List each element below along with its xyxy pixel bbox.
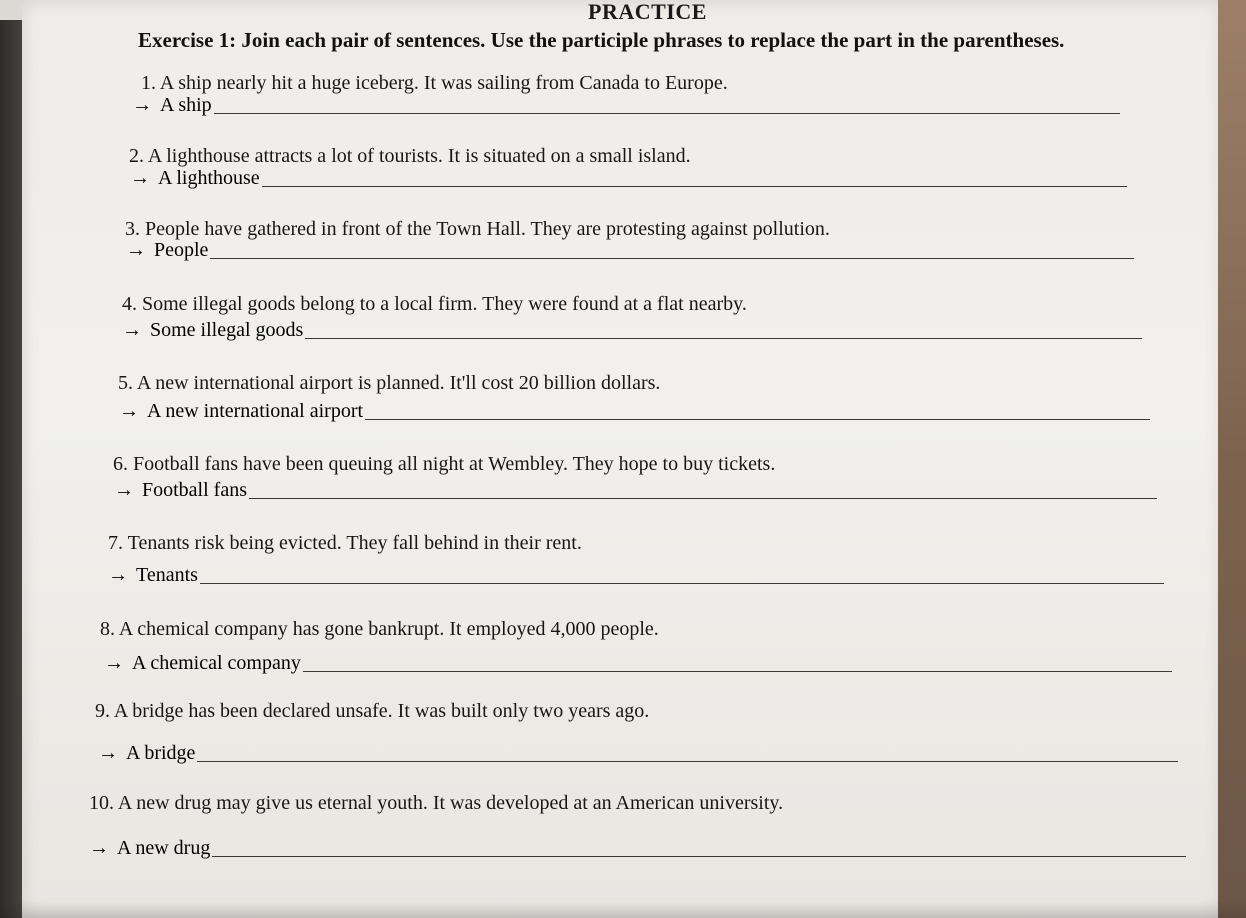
answer-row-9 — [98, 740, 1178, 766]
exercise-item-7 — [108, 530, 582, 556]
desk-background — [1218, 0, 1246, 918]
answer-row-5 — [119, 398, 1150, 424]
arrow-icon: → — [132, 94, 152, 116]
answer-prompt-9: A bridge — [126, 742, 196, 764]
exercise-item-9 — [95, 698, 649, 724]
answer-row-2 — [130, 165, 1127, 191]
exercise-item-4 — [122, 291, 747, 317]
bottom-shadow — [0, 900, 1246, 918]
answer-prompt-5: A new international airport — [147, 400, 364, 422]
exercise-text: Join each pair of sentences. Use the participle phrases to replace the part in the parentheses. — [241, 28, 1065, 52]
answer-row-4 — [122, 317, 1142, 343]
answer-blank-2 — [262, 186, 1127, 187]
answer-prompt-10: A new drug — [117, 837, 211, 859]
answer-row-1 — [132, 92, 1120, 118]
answer-blank-5 — [365, 419, 1150, 420]
arrow-icon: → — [108, 564, 128, 586]
practice-heading: PRACTICE — [588, 0, 707, 24]
answer-row-7 — [108, 562, 1164, 588]
exercise-item-6 — [113, 451, 775, 477]
answer-prompt-3: People — [154, 239, 209, 261]
answer-blank-8 — [303, 671, 1172, 672]
question-5: 5. A new international airport is planned. It'll cost 20 billion dollars. — [118, 372, 661, 394]
answer-row-8 — [104, 650, 1172, 676]
arrow-icon: → — [122, 319, 142, 341]
question-4: 4. Some illegal goods belong to a local firm. They were found at a flat nearby. — [122, 293, 747, 315]
question-2: 2. A lighthouse attracts a lot of tourists. It is situated on a small island. — [129, 145, 691, 167]
answer-blank-3 — [210, 258, 1134, 259]
answer-blank-6 — [249, 498, 1157, 499]
question-9: 9. A bridge has been declared unsafe. It was built only two years ago. — [95, 700, 650, 722]
answer-row-6 — [114, 477, 1157, 503]
arrow-icon: → — [119, 400, 139, 422]
question-1: 1. A ship nearly hit a huge iceberg. It was sailing from Canada to Europe. — [141, 72, 728, 94]
question-8: 8. A chemical company has gone bankrupt. It employed 4,000 people. — [100, 618, 659, 640]
arrow-icon: → — [98, 742, 118, 764]
exercise-label: Exercise 1: — [138, 28, 237, 52]
question-7: 7. Tenants risk being evicted. They fall behind in their rent. — [108, 532, 582, 554]
answer-prompt-1: A ship — [160, 94, 212, 116]
arrow-icon: → — [89, 837, 109, 859]
answer-blank-10 — [212, 856, 1186, 857]
answer-prompt-4: Some illegal goods — [150, 319, 304, 341]
exercise-item-8 — [100, 616, 659, 642]
arrow-icon: → — [104, 652, 124, 674]
arrow-icon: → — [130, 167, 150, 189]
answer-prompt-8: A chemical company — [132, 652, 301, 674]
question-10: 10. A new drug may give us eternal youth. It was developed at an American university. — [89, 792, 784, 814]
exercise-item-10 — [89, 790, 783, 816]
answer-blank-9 — [197, 761, 1178, 762]
question-6: 6. Football fans have been queuing all night at Wembley. They hope to buy tickets. — [113, 453, 776, 475]
answer-blank-7 — [200, 583, 1164, 584]
answer-prompt-2: A lighthouse — [158, 167, 260, 189]
answer-blank-1 — [214, 113, 1120, 114]
question-3: 3. People have gathered in front of the Town Hall. They are protesting against pollution. — [125, 218, 830, 240]
answer-blank-4 — [305, 338, 1142, 339]
exercise-instruction — [138, 26, 1158, 54]
answer-prompt-7: Tenants — [136, 564, 198, 586]
answer-prompt-6: Football fans — [142, 479, 247, 501]
arrow-icon: → — [126, 239, 146, 261]
answer-row-10 — [89, 835, 1186, 861]
arrow-icon: → — [114, 479, 134, 501]
exercise-item-5 — [118, 370, 660, 396]
answer-row-3 — [126, 237, 1134, 263]
